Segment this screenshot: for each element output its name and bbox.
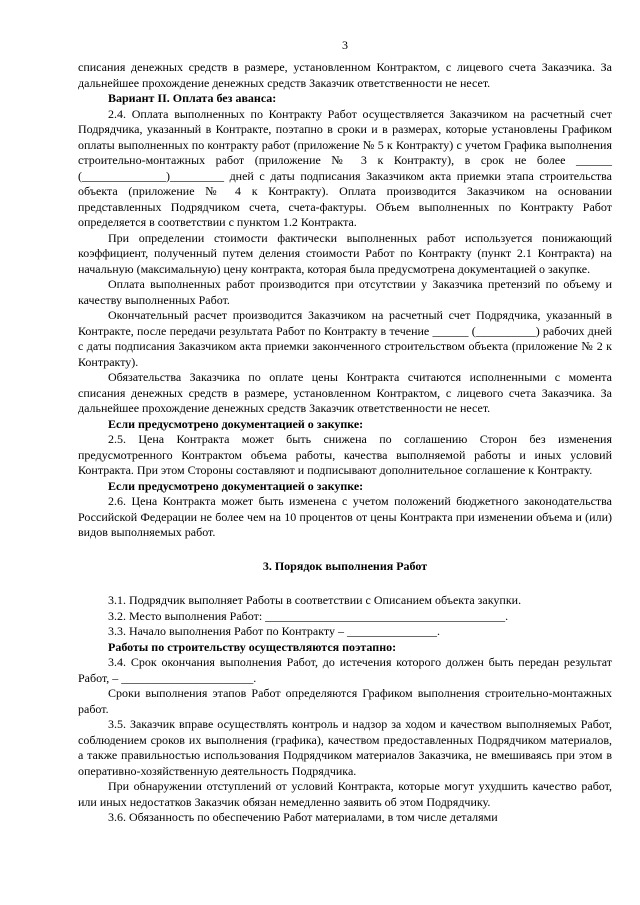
section-variant-heading: Вариант II. Оплата без аванса: xyxy=(108,91,277,105)
conditional-note: Если предусмотрено документацией о закупке: xyxy=(108,416,364,431)
paragraph: Окончательный расчет производится Заказчиком на расчетный счет Подрядчика, указанный в Контракте, после передачи результата Работ по Контракту в течение ______ (__________) рабочих дней с даты подписания Заказчиком акта приемки законченного строительством объекта (приложение № 2 к Контракту). xyxy=(78,308,612,369)
conditional-note: Если предусмотрено документацией о закупке: xyxy=(108,478,364,493)
clause-3-6: 3.6. Обязанность по обеспечению Работ материалами, в том числе деталями xyxy=(108,810,498,824)
clause-2-5: 2.5. Цена Контракта может быть снижена по соглашению Сторон без изменения предусмотренного Контрактом объема работы, качества выполняемой работы и иных условий Контракта. При этом Стороны составляют и подписывают дополнительное соглашение к Контракту. xyxy=(78,432,612,477)
clause-3-5: 3.5. Заказчик вправе осуществлять контроль и надзор за ходом и качеством выполняемых Работ, соблюдением сроков их выполнения (графика), качеством предоставленных Подрядчиком материалов, а также правильностью использования Подрядчиком материалов Заказчика, не вмешиваясь при этом в оперативно-хозяйственную деятельность Подрядчика. xyxy=(78,717,612,778)
clause-3-3: 3.3. Начало выполнения Работ по Контракту – _______________. xyxy=(108,624,440,638)
paragraph: Сроки выполнения этапов Работ определяются Графиком выполнения строительно-монтажных работ. xyxy=(78,686,612,716)
paragraph: списания денежных средств в размере, установленном Контрактом, с лицевого счета Заказчика. За дальнейшее прохождение денежных средств Заказчик ответственности не несет. xyxy=(78,60,612,90)
clause-2-6: 2.6. Цена Контракта может быть изменена с учетом положений бюджетного законодательства Российской Федерации не более чем на 10 процентов от цены Контракта при изменении объема и (или) видов выполняемых работ. xyxy=(78,494,612,539)
section-heading: 3. Порядок выполнения Работ xyxy=(262,558,428,573)
document-body xyxy=(78,60,612,826)
clause-3-2: 3.2. Место выполнения Работ: ________________________________________. xyxy=(108,608,509,623)
clause-2-4: 2.4. Оплата выполненных по Контракту Работ осуществляется Заказчиком на расчетный счет Подрядчика, указанный в Контракте, поэтапно в сроки и в размерах, которые установлены Графиком оплаты выполненных по контракту работ (приложение № 5 к Контракту) с учетом Графика выполнения строительно-монтажных работ (приложение № 3 к Контракту), в срок не более ______ (______________)_________ дней с даты подписания Заказчиком акта приемки этапа строительства объекта (приложение № 4 к Контракту). Оплата производится Заказчиком на основании представленных Подрядчиком счета, счета-фактуры. Объем выполненных по Контракту Работ определяется в соответствии с пунктом 1.2 Контракта. xyxy=(78,106,612,229)
page-number: 3 xyxy=(342,38,348,52)
paragraph: При обнаружении отступлений от условий Контракта, которые могут ухудшить качество работ, или иных недостатков Заказчик обязан немедленно заявить об этом Подрядчику. xyxy=(78,779,612,809)
paragraph: При определении стоимости фактически выполненных работ используется понижающий коэффициент, полученный путем деления стоимости Работ по Контракту (пункт 2.1 Контракта) на начальную (максимальную) цену контракта, которая была предусмотрена документацией о закупке. xyxy=(78,230,612,276)
clause-3-1: 3.1. Подрядчик выполняет Работы в соответствии с Описанием объекта закупки. xyxy=(108,593,522,607)
paragraph: Обязательства Заказчика по оплате цены Контракта считаются исполненными с момента списания денежных средств в размере, установленном Контрактом, с лицевого счета Заказчика. За дальнейшее прохождение денежных средств Заказчик ответственности не несет. xyxy=(78,370,612,415)
clause-3-4: 3.4. Срок окончания выполнения Работ, до истечения которого должен быть передан результат Работ, – ______________________. xyxy=(78,655,612,685)
paragraph: Оплата выполненных работ производится при отсутствии у Заказчика претензий по объему и качеству выполненных Работ. xyxy=(78,277,612,307)
conditional-note: Работы по строительству осуществляются поэтапно: xyxy=(108,639,397,654)
